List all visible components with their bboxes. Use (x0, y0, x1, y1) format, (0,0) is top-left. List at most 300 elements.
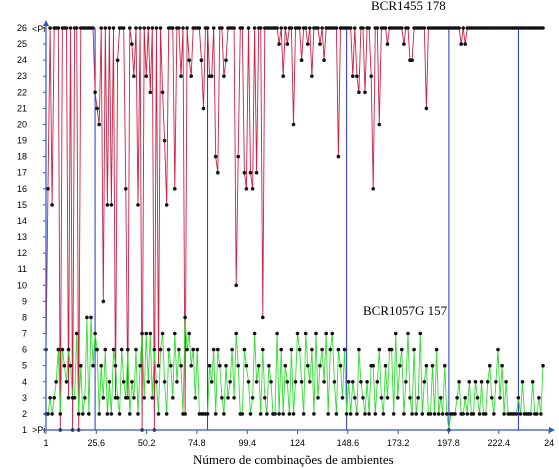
series-1-point (445, 412, 449, 416)
series-1-point (155, 380, 159, 384)
series-0-point (202, 107, 206, 111)
series-1-point (492, 412, 496, 416)
series-0-point (110, 203, 114, 207)
series-1-point (394, 332, 398, 336)
series-1-point (87, 412, 91, 416)
series-0-point (259, 26, 263, 30)
series-1-point (476, 396, 480, 400)
series-1-point (61, 348, 65, 352)
series-1-point (214, 412, 218, 416)
series-1-point (423, 380, 427, 384)
series-1-point (290, 348, 294, 352)
series-1-point (93, 332, 97, 336)
series-0-point (173, 187, 177, 191)
y-tick-label-16: 17 (16, 167, 27, 178)
series-1-point (183, 316, 187, 320)
series-1-point (329, 348, 333, 352)
series-1-point (425, 364, 429, 368)
series-1-point (480, 380, 484, 384)
series-0-point (91, 26, 95, 30)
series-1-point (208, 364, 212, 368)
series-0-point (286, 42, 290, 46)
series-0-point (159, 26, 163, 30)
series-0-point (234, 284, 238, 288)
series-1-point (136, 412, 140, 416)
series-1-point (455, 396, 459, 400)
series-0-point (306, 42, 310, 46)
x-tick-label-10: 24 (544, 438, 555, 448)
series-1-point (226, 396, 230, 400)
series-1-point (441, 412, 445, 416)
series-0-point (322, 58, 326, 62)
series-1-point (433, 412, 437, 416)
series-0-point (304, 26, 308, 30)
series-1-point (302, 412, 306, 416)
series-1-point (322, 380, 326, 384)
series-0-point (220, 26, 224, 30)
annotation-red: BCR1455 178 (371, 0, 446, 13)
series-1-point (312, 412, 316, 416)
y-top-marker: <Pi (32, 24, 46, 34)
series-0-point (179, 74, 183, 78)
annotation-green: BCR1057G 157 (363, 303, 448, 318)
series-1-point (419, 332, 423, 336)
series-0-point (279, 26, 283, 30)
series-lines (46, 28, 543, 430)
series-0-point (132, 74, 136, 78)
series-1-point (351, 380, 355, 384)
series-1-point (374, 412, 378, 416)
series-1-point (331, 332, 335, 336)
series-1-point (320, 348, 324, 352)
series-1-point (228, 380, 232, 384)
series-1-point (153, 348, 157, 352)
series-1-point (408, 396, 412, 400)
series-1-point (140, 332, 144, 336)
series-0-point (369, 74, 373, 78)
series-1-point (539, 412, 543, 416)
y-tick-label-15: 16 (16, 183, 27, 194)
series-1-point (431, 364, 435, 368)
series-1-point (161, 332, 165, 336)
series-0-point (75, 26, 79, 30)
series-1-point (75, 332, 79, 336)
series-0-point (147, 26, 151, 30)
series-1-point (236, 364, 240, 368)
series-0-point (310, 74, 314, 78)
series-1-point (275, 332, 279, 336)
series-1-point (365, 380, 369, 384)
series-1-point (453, 412, 457, 416)
series-0-point (50, 203, 54, 207)
series-0-point (142, 26, 146, 30)
series-1-point (486, 380, 490, 384)
x-tick-label-3: 74.8 (188, 438, 206, 448)
series-0-point (335, 26, 339, 30)
series-1-point (85, 316, 89, 320)
series-1-point (500, 364, 504, 368)
series-1-point (349, 412, 353, 416)
series-1-point (222, 412, 226, 416)
series-1-point (59, 412, 63, 416)
series-1-point (490, 396, 494, 400)
series-0-point (461, 26, 465, 30)
series-0-point (134, 26, 138, 30)
series-0-point (353, 26, 357, 30)
series-1-point (83, 396, 87, 400)
series-0-point (361, 26, 365, 30)
series-1-point (316, 396, 320, 400)
series-1-point (463, 396, 467, 400)
series-1-point (99, 364, 103, 368)
series-1-point (212, 348, 216, 352)
y-tick-label-10: 11 (17, 264, 27, 275)
series-1-point (89, 316, 93, 320)
series-0-point (106, 203, 110, 207)
series-1-point (114, 364, 118, 368)
series-0-point (214, 155, 218, 159)
x-axis-label: Número de combinações de ambientes (193, 452, 394, 467)
series-1-point (265, 412, 269, 416)
series-1-point (157, 412, 161, 416)
series-0-point (245, 187, 249, 191)
series-1-point (345, 412, 349, 416)
series-1-point (138, 364, 142, 368)
series-1-point (286, 380, 290, 384)
series-1-point (273, 412, 277, 416)
series-0-point (316, 26, 320, 30)
series-1-point (404, 380, 408, 384)
series-1-point (504, 380, 508, 384)
series-1-point (304, 332, 308, 336)
series-1-point (269, 380, 273, 384)
series-0-point (261, 316, 265, 320)
series-0-point (363, 91, 367, 95)
series-1-point (79, 364, 83, 368)
series-0-point (410, 58, 414, 62)
series-0-point (277, 42, 281, 46)
series-0-point (247, 26, 251, 30)
series-1-point (519, 412, 523, 416)
series-1-point (50, 412, 54, 416)
y-tick-label-17: 18 (16, 151, 27, 162)
series-1-point (122, 380, 126, 384)
series-1-point (363, 412, 367, 416)
x-tick-label-8: 197.8 (437, 438, 460, 448)
series-0-point (232, 26, 236, 30)
x-tick-label-1: 25.6 (87, 438, 106, 448)
series-1-point (116, 396, 120, 400)
x-tick-label-4: 99.4 (238, 438, 257, 448)
series-0-point (236, 155, 240, 159)
series-1-point (220, 396, 224, 400)
series-1-point (179, 364, 183, 368)
series-0-point (130, 42, 134, 46)
series-0-point (161, 91, 165, 95)
series-1-point (134, 348, 138, 352)
series-1-point (531, 380, 535, 384)
series-0-point (275, 26, 279, 30)
series-1-point (406, 332, 410, 336)
series-0-point (112, 26, 116, 30)
series-1-point (341, 396, 345, 400)
series-0-point (253, 26, 257, 30)
series-1-point (65, 380, 69, 384)
series-0-point (104, 26, 108, 30)
series-1-point (189, 364, 193, 368)
series-1-point (355, 412, 359, 416)
series-1-point (398, 364, 402, 368)
series-0-point (65, 26, 69, 30)
y-tick-label-1: 2 (21, 408, 27, 419)
series-0-point (457, 26, 461, 30)
series-1-point (335, 412, 339, 416)
series-0-point (200, 58, 204, 62)
series-0-point (177, 26, 181, 30)
series-1-point (194, 396, 198, 400)
series-0-point (222, 74, 226, 78)
series-0-point (386, 42, 390, 46)
series-1-point (529, 412, 533, 416)
series-1-point (102, 396, 106, 400)
series-1-point (318, 364, 322, 368)
series-1-point (402, 412, 406, 416)
series-0-point (116, 58, 120, 62)
series-1-point (245, 364, 249, 368)
y-tick-label-11: 12 (16, 248, 27, 259)
series-1-point (421, 412, 425, 416)
series-1-point (112, 348, 116, 352)
series-0-point (102, 300, 106, 304)
series-1-point (461, 412, 465, 416)
series-1-point (326, 412, 330, 416)
series-1-point (247, 380, 251, 384)
series-0-point (290, 26, 294, 30)
series-1-point (494, 380, 498, 384)
series-1-point (535, 412, 539, 416)
series-1-point (435, 348, 439, 352)
series-1-point (361, 396, 365, 400)
series-0-point (376, 26, 380, 30)
series-0-point (406, 26, 410, 30)
series-1-point (57, 348, 61, 352)
y-tick-label-25: 26 (16, 23, 27, 33)
series-1-point (386, 396, 390, 400)
series-1-point (429, 412, 433, 416)
series-1-point (81, 412, 85, 416)
series-0-point (48, 26, 52, 30)
series-1-point (132, 396, 136, 400)
series-1-point (232, 396, 236, 400)
series-1-point (396, 396, 400, 400)
series-1-point (130, 380, 134, 384)
series-1-point (253, 332, 257, 336)
series-1-point (46, 412, 50, 416)
series-1-point (294, 380, 298, 384)
y-tick-label-14: 15 (16, 199, 27, 210)
series-0-point (318, 42, 322, 46)
series-1-point (496, 348, 500, 352)
series-1-point (515, 412, 519, 416)
series-0-point (298, 26, 302, 30)
series-1-point (126, 348, 130, 352)
series-1-point (498, 396, 502, 400)
series-1-point (216, 348, 220, 352)
series-0-point (255, 171, 259, 175)
series-1-point (118, 412, 122, 416)
series-1-point (468, 380, 472, 384)
y-tick-label-24: 25 (16, 39, 27, 50)
series-1-point (306, 364, 310, 368)
y-tick-label-5: 6 (21, 344, 27, 355)
series-1-point (443, 364, 447, 368)
x-tick-label-2: 50.2 (137, 438, 156, 448)
axes (43, 20, 555, 434)
series-1-point (54, 380, 58, 384)
series-1-point (298, 348, 302, 352)
y-tick-label-12: 13 (16, 232, 27, 243)
y-tick-label-7: 8 (21, 312, 27, 323)
series-0-point (185, 26, 189, 30)
series-1-point (333, 380, 337, 384)
series-0-point (367, 26, 371, 30)
series-0-point (181, 26, 185, 30)
series-1-point (110, 412, 114, 416)
series-1-point (339, 364, 343, 368)
series-1-point (400, 348, 404, 352)
x-tick-label-5: 124 (290, 438, 306, 448)
series-0-point (155, 26, 159, 30)
series-1-point (241, 412, 245, 416)
series-1-point (353, 396, 357, 400)
series-1-point (169, 364, 173, 368)
series-1-point (173, 332, 177, 336)
series-1-point (384, 364, 388, 368)
series-1-point (73, 396, 77, 400)
series-0-point (157, 364, 161, 368)
series-1-point (457, 380, 461, 384)
series-0-point (402, 42, 406, 46)
series-0-point (210, 74, 214, 78)
series-1-point (251, 396, 255, 400)
series-1-point (120, 348, 124, 352)
series-1-point (267, 364, 271, 368)
series-1-point (474, 380, 478, 384)
x-tick-label-9: 222.4 (487, 438, 511, 448)
y-tick-label-2: 3 (21, 392, 27, 403)
series-0-point (320, 26, 324, 30)
series-1-point (196, 348, 200, 352)
series-1-point (357, 348, 361, 352)
series-0-point (93, 91, 97, 95)
series-0-point (122, 26, 126, 30)
series-1-point (149, 332, 153, 336)
series-1-point (234, 332, 238, 336)
series-1-point (392, 412, 396, 416)
series-1-point (159, 348, 163, 352)
y-tick-label-6: 7 (21, 328, 27, 339)
y-tick-label-22: 23 (16, 71, 27, 82)
series-0-point (67, 396, 71, 400)
y-tick-label-8: 9 (21, 296, 27, 307)
tick-labels (17, 23, 554, 448)
series-1-point (502, 412, 506, 416)
series-0-point (400, 26, 404, 30)
series-1-point (106, 412, 110, 416)
series-0-point (384, 26, 388, 30)
series-line-0 (46, 28, 543, 430)
series-0-point (300, 58, 304, 62)
series-1-point (367, 412, 371, 416)
series-0-point (69, 26, 73, 30)
series-1-point (185, 348, 189, 352)
series-1-point (390, 348, 394, 352)
series-1-point (243, 348, 247, 352)
series-0-point (187, 58, 191, 62)
series-1-point (218, 364, 222, 368)
series-0-point (243, 171, 247, 175)
series-0-point (423, 26, 427, 30)
series-1-point (380, 396, 384, 400)
series-1-point (324, 332, 328, 336)
series-1-point (97, 412, 101, 416)
series-1-point (412, 348, 416, 352)
y-tick-label-9: 10 (16, 280, 27, 291)
series-0-point (95, 107, 99, 111)
series-1-point (347, 380, 351, 384)
series-1-point (249, 412, 253, 416)
series-1-point (142, 396, 146, 400)
series-1-point (488, 364, 492, 368)
series-0-point (351, 74, 355, 78)
series-1-point (259, 412, 263, 416)
series-1-point (91, 364, 95, 368)
series-1-point (52, 396, 56, 400)
series-1-point (296, 332, 300, 336)
series-1-point (206, 412, 210, 416)
series-1-point (181, 412, 185, 416)
series-1-point (48, 396, 52, 400)
series-1-point (224, 364, 228, 368)
series-0-point (108, 26, 112, 30)
series-0-point (224, 58, 228, 62)
series-1-point (69, 364, 73, 368)
series-0-point (57, 26, 61, 30)
series-0-point (136, 203, 140, 207)
series-1-point (410, 412, 414, 416)
series-0-point (212, 26, 216, 30)
x-tick-label-7: 173.2 (386, 438, 410, 448)
series-1-point (128, 412, 132, 416)
y-tick-label-20: 21 (16, 103, 27, 114)
series-1-point (521, 380, 525, 384)
series-1-point (279, 348, 283, 352)
series-1-point (63, 364, 67, 368)
vertical-guides (95, 28, 518, 430)
series-0-point (249, 171, 253, 175)
series-0-point (281, 74, 285, 78)
series-0-point (124, 187, 128, 191)
series-0-point (163, 139, 167, 143)
series-0-point (149, 91, 153, 95)
series-0-point (138, 26, 142, 30)
y-tick-label-0: 1 (21, 425, 27, 435)
series-1-point (255, 380, 259, 384)
series-1-point (277, 412, 281, 416)
series-1-point (314, 332, 318, 336)
series-1-point (382, 412, 386, 416)
series-1-point (171, 396, 175, 400)
